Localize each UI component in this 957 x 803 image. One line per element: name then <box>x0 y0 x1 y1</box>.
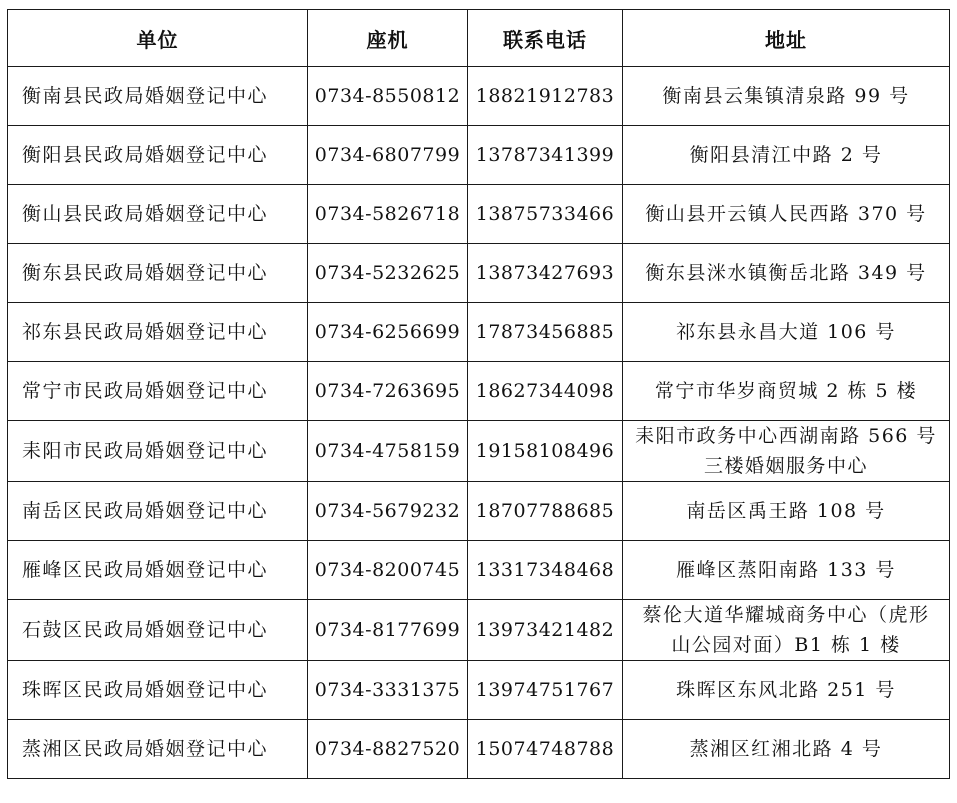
cell-contact-phone: 13973421482 <box>468 600 623 661</box>
header-landline: 座机 <box>308 10 468 67</box>
table-row <box>8 126 950 185</box>
cell-unit: 石鼓区民政局婚姻登记中心 <box>8 600 308 661</box>
header-address: 地址 <box>623 10 950 67</box>
cell-landline: 0734-5232625 <box>308 244 468 303</box>
table-row <box>8 541 950 600</box>
cell-unit: 耒阳市民政局婚姻登记中心 <box>8 421 308 482</box>
cell-contact-phone: 18707788685 <box>468 482 623 541</box>
cell-contact-phone: 15074748788 <box>468 720 623 779</box>
cell-address: 衡山县开云镇人民西路 370 号 <box>623 185 950 244</box>
table-row <box>8 244 950 303</box>
table-row <box>8 185 950 244</box>
table-row <box>8 303 950 362</box>
cell-unit: 祁东县民政局婚姻登记中心 <box>8 303 308 362</box>
cell-contact-phone: 17873456885 <box>468 303 623 362</box>
header-contact-phone: 联系电话 <box>468 10 623 67</box>
header-unit: 单位 <box>8 10 308 67</box>
cell-unit: 蒸湘区民政局婚姻登记中心 <box>8 720 308 779</box>
cell-contact-phone: 18627344098 <box>468 362 623 421</box>
cell-address: 常宁市华岁商贸城 2 栋 5 楼 <box>623 362 950 421</box>
cell-contact-phone: 13787341399 <box>468 126 623 185</box>
cell-landline: 0734-6807799 <box>308 126 468 185</box>
cell-unit: 南岳区民政局婚姻登记中心 <box>8 482 308 541</box>
table-row <box>8 482 950 541</box>
cell-landline: 0734-7263695 <box>308 362 468 421</box>
cell-landline: 0734-3331375 <box>308 661 468 720</box>
table-row <box>8 67 950 126</box>
table-row <box>8 720 950 779</box>
table-row <box>8 421 950 482</box>
cell-landline: 0734-4758159 <box>308 421 468 482</box>
cell-address: 雁峰区蒸阳南路 133 号 <box>623 541 950 600</box>
cell-address: 祁东县永昌大道 106 号 <box>623 303 950 362</box>
cell-unit: 珠晖区民政局婚姻登记中心 <box>8 661 308 720</box>
cell-contact-phone: 13974751767 <box>468 661 623 720</box>
header-row <box>8 10 950 67</box>
cell-unit: 常宁市民政局婚姻登记中心 <box>8 362 308 421</box>
cell-contact-phone: 13875733466 <box>468 185 623 244</box>
table-row <box>8 600 950 661</box>
cell-address: 蔡伦大道华耀城商务中心（虎形山公园对面）B1 栋 1 楼 <box>623 600 950 661</box>
cell-landline: 0734-8827520 <box>308 720 468 779</box>
contact-table <box>7 9 950 779</box>
cell-landline: 0734-8177699 <box>308 600 468 661</box>
cell-landline: 0734-8550812 <box>308 67 468 126</box>
cell-address: 南岳区禹王路 108 号 <box>623 482 950 541</box>
cell-unit: 衡东县民政局婚姻登记中心 <box>8 244 308 303</box>
table-row <box>8 362 950 421</box>
cell-landline: 0734-5826718 <box>308 185 468 244</box>
cell-address: 耒阳市政务中心西湖南路 566 号三楼婚姻服务中心 <box>623 421 950 482</box>
cell-landline: 0734-5679232 <box>308 482 468 541</box>
cell-contact-phone: 18821912783 <box>468 67 623 126</box>
cell-contact-phone: 13873427693 <box>468 244 623 303</box>
table-row <box>8 661 950 720</box>
cell-address: 衡阳县清江中路 2 号 <box>623 126 950 185</box>
cell-unit: 雁峰区民政局婚姻登记中心 <box>8 541 308 600</box>
cell-contact-phone: 13317348468 <box>468 541 623 600</box>
cell-address: 衡南县云集镇清泉路 99 号 <box>623 67 950 126</box>
cell-address: 衡东县洣水镇衡岳北路 349 号 <box>623 244 950 303</box>
cell-unit: 衡阳县民政局婚姻登记中心 <box>8 126 308 185</box>
cell-landline: 0734-8200745 <box>308 541 468 600</box>
cell-landline: 0734-6256699 <box>308 303 468 362</box>
cell-address: 蒸湘区红湘北路 4 号 <box>623 720 950 779</box>
cell-unit: 衡山县民政局婚姻登记中心 <box>8 185 308 244</box>
marriage-registry-contact-sheet <box>7 9 949 779</box>
cell-unit: 衡南县民政局婚姻登记中心 <box>8 67 308 126</box>
cell-address: 珠晖区东风北路 251 号 <box>623 661 950 720</box>
cell-contact-phone: 19158108496 <box>468 421 623 482</box>
